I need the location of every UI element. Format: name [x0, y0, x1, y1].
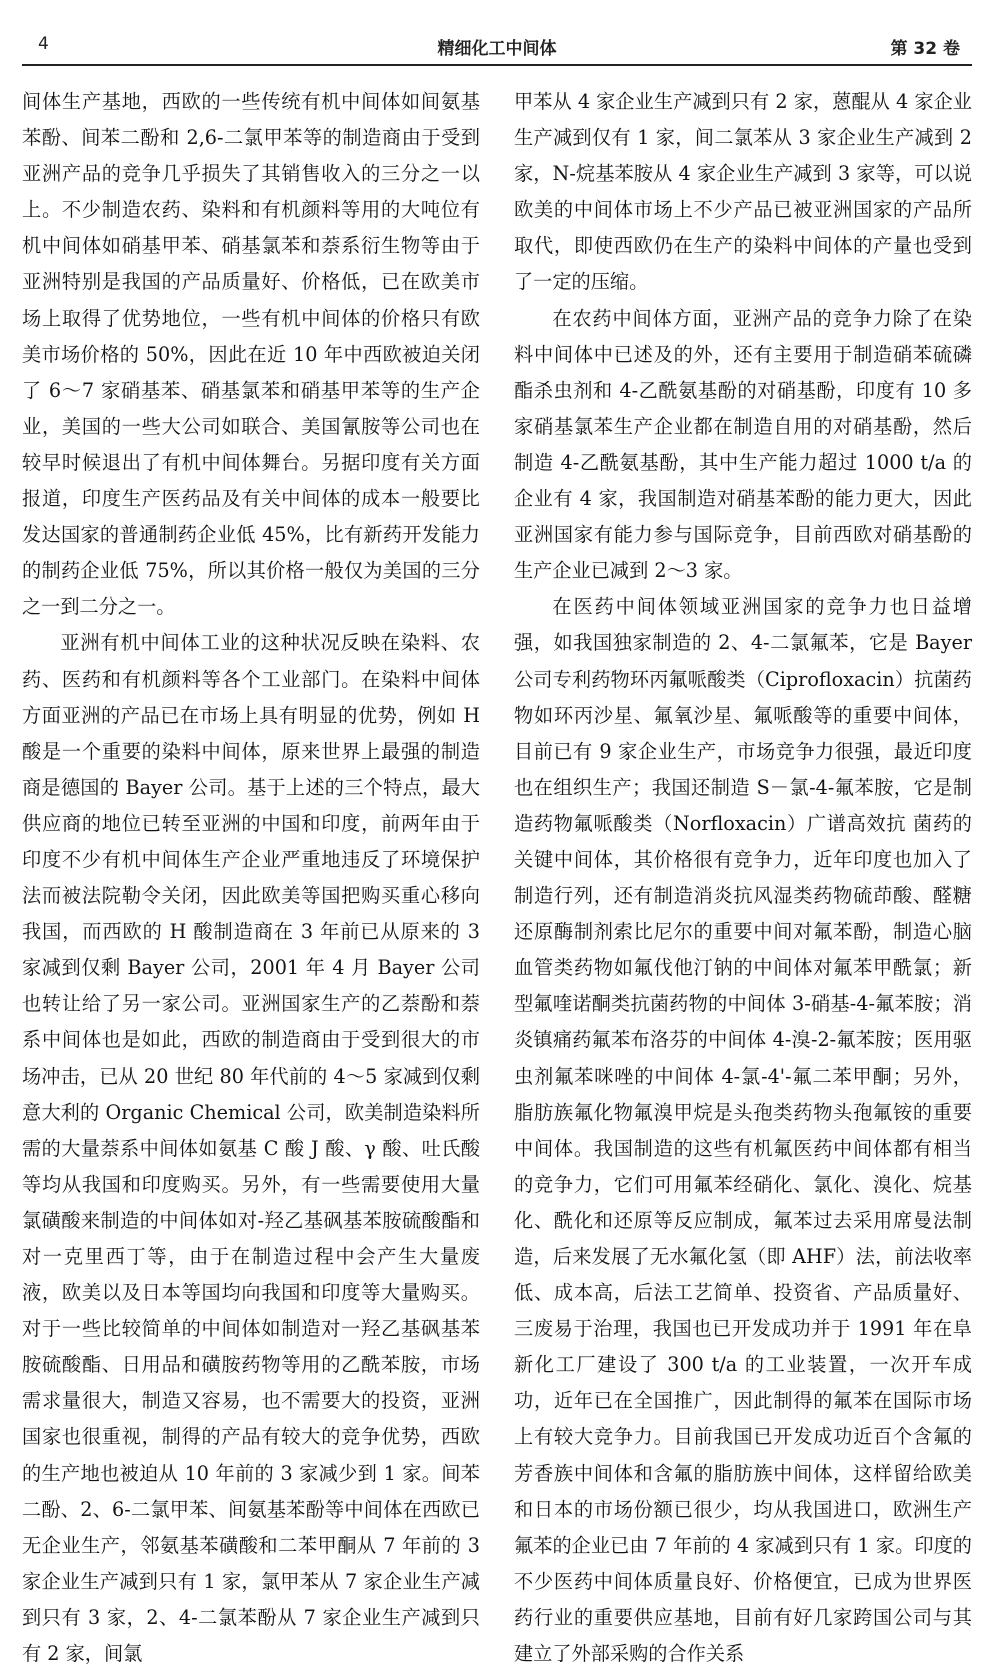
paragraph: 亚洲有机中间体工业的这种状况反映在染料、农药、医药和有机颜料等各个工业部门。在染料中间体方面亚洲的产品已在市场上具有明显的优势，例如 H 酸是一个重要的染料中间体，原来世界上最强的制造商是德国的 Bayer 公司。基于上述的三个特点，最大供应商的地位已转至亚洲的中国和印度，前两年由于印度不少有机中间体生产企业严重地违反了环境保护法而被法院勒令关闭，因此欧美等国把购买重心移向我国，而西欧的 H 酸制造商在 3 年前已从原来的 3 家减到仅剩 Bayer 公司，2001 年 4 月 Bayer 公司也转让给了另一家公司。亚洲国家生产的乙萘酚和萘系中间体也是如此，西欧的制造商由于受到很大的市场冲击，已从 20 世纪 80 年代前的 4～5 家减到仅剩意大利的 Organic Chemical 公司，欧美制造染料所需的大量萘系中间体如氨基 C 酸 J 酸、γ 酸、吐氏酸等均从我国和印度购买。另外，有一些需要使用大量氯磺酸来制造的中间体如对-羟乙基砜基苯胺硫酸酯和对一克里西丁等，由于在制造过程中会产生大量废液，欧美以及日本等国均向我国和印度等大量购买。对于一些比较简单的中间体如制造对一羟乙基砜基苯胺硫酸酯、日用品和磺胺药物等用的乙酰苯胺，市场需求量很大，制造又容易，也不需要大的投资，亚洲国家也很重视，制得的产品有较大的竞争优势，西欧的生产地也被迫从 10 年前的 3 家减少到 1 家。间苯二酚、2、6-二氯甲苯、间氨基苯酚等中间体在西欧已无企业生产，邻氨基苯磺酸和二苯甲酮从 7 年前的 3 家企业生产减到只有 1 家，氯甲苯从 7 家企业生产减到只有 3 家，2、4-二氯苯酚从 7 家企业生产减到只有 2 家，间氯	[22, 631, 480, 1666]
paragraph: 在医药中间体领域亚洲国家的竞争力也日益增强，如我国独家制造的 2、4-二氯氟苯，它是 Bayer 公司专利药物环丙氟哌酸类（Ciprofloxacin）抗菌药物如环丙沙星、氟氧沙星、氟哌酸等的重要中间体，目前已有 9 家企业生产，市场竞争力很强，最近印度也在组织生产；我国还制造 S－氯-4-氟苯胺，它是制造药物氟哌酸类（Norfloxacin）广谱高效抗 菌药的关键中间体，其价格很有竞争力，近年印度也加入了制造行列，还有制造消炎抗风湿类药物硫茚酸、醛糖还原酶制剂索比尼尔的重要中间对氟苯酚，制造心脑血管类药物如氟伐他汀钠的中间体对氟苯甲酰氯；新型氟喹诺酮类抗菌药物的中间体 3-硝基-4-氟苯胺；消炎镇痛药氟苯布洛芬的中间体 4-溴-2-氟苯胺；医用驱虫剂氟苯咪唑的中间体 4-氯-4'-氟二苯甲酮；另外，脂肪族氟化物氟溴甲烷是头孢类药物头孢氟铵的重要中间体。我国制造的这些有机氟医药中间体都有相当的竞争力，它们可用氟苯经硝化、氯化、溴化、烷基化、酰化和还原等反应制成，氟苯过去采用席曼法制造，后来发展了无水氟化氢（即 AHF）法，前法收率低、成本高，后法工艺简单、投资省、产品质量好、三废易于治理，我国也已开发成功并于 1991 年在阜新化工厂建设了 300 t/a 的工业装置，一次开车成功，近年已在全国推广，因此制得的氟苯在国际市场上有较大竞争力。目前我国已开发成功近百个含氟的芳香族中间体和含氟的脂肪族中间体，这样留给欧美和日本的市场份额已很少，均从我国进口，欧洲生产氟苯的企业已由 7 年前的 4 家减到只有 1 家。印度的不少医药中间体质量良好、价格便宜，已成为世界医药行业的重要供应基地，目前有好几家跨国公司与其建立了外部采购的合作关系	[514, 595, 972, 1666]
right-column	[514, 84, 972, 1672]
left-column	[22, 84, 480, 1672]
volume-label: 第 32 卷	[890, 39, 960, 59]
page-number: 4	[38, 34, 49, 54]
running-header	[22, 30, 972, 66]
journal-title: 精细化工中间体	[437, 39, 557, 59]
paragraph: 间体生产基地，西欧的一些传统有机中间体如间氨基苯酚、间苯二酚和 2,6-二氯甲苯等的制造商由于受到亚洲产品的竞争几乎损失了其销售收入的三分之一以上。不少制造农药、染料和有机颜料等用的大吨位有机中间体如硝基甲苯、硝基氯苯和萘系衍生物等由于亚洲特别是我国的产品质量好、价格低，已在欧美市场上取得了优势地位，一些有机中间体的价格只有欧美市场价格的 50%，因此在近 10 年中西欧被迫关闭了 6～7 家硝基苯、硝基氯苯和硝基甲苯等的生产企业，美国的一些大公司如联合、美国氰胺等公司也在较早时候退出了有机中间体舞台。另据印度有关方面报道，印度生产医药品及有关中间体的成本一般要比发达国家的普通制药企业低 45%，比有新药开发能力的制药企业低 75%，所以其价格一般仅为美国的三分之一到二分之一。	[22, 90, 480, 619]
paragraph: 甲苯从 4 家企业生产减到只有 2 家，蒽醌从 4 家企业生产减到仅有 1 家，间二氯苯从 3 家企业生产减到 2 家，N-烷基苯胺从 4 家企业生产减到 3 家等，可以说欧美的中间体市场上不少产品已被亚洲国家的产品所取代，即使西欧仍在生产的染料中间体的产量也受到了一定的压缩。	[514, 90, 972, 294]
paragraph: 在农药中间体方面，亚洲产品的竞争力除了在染料中间体中已述及的外，还有主要用于制造硝苯硫磷酯杀虫剂和 4-乙酰氨基酚的对硝基酚，印度有 10 多家硝基氯苯生产企业都在制造自用的对硝基酚，然后制造 4-乙酰氨基酚，其中生产能力超过 1000 t/a 的企业有 4 家，我国制造对硝基苯酚的能力更大，因此亚洲国家有能力参与国际竞争，目前西欧对硝基酚的生产企业已减到 2～3 家。	[514, 306, 972, 583]
